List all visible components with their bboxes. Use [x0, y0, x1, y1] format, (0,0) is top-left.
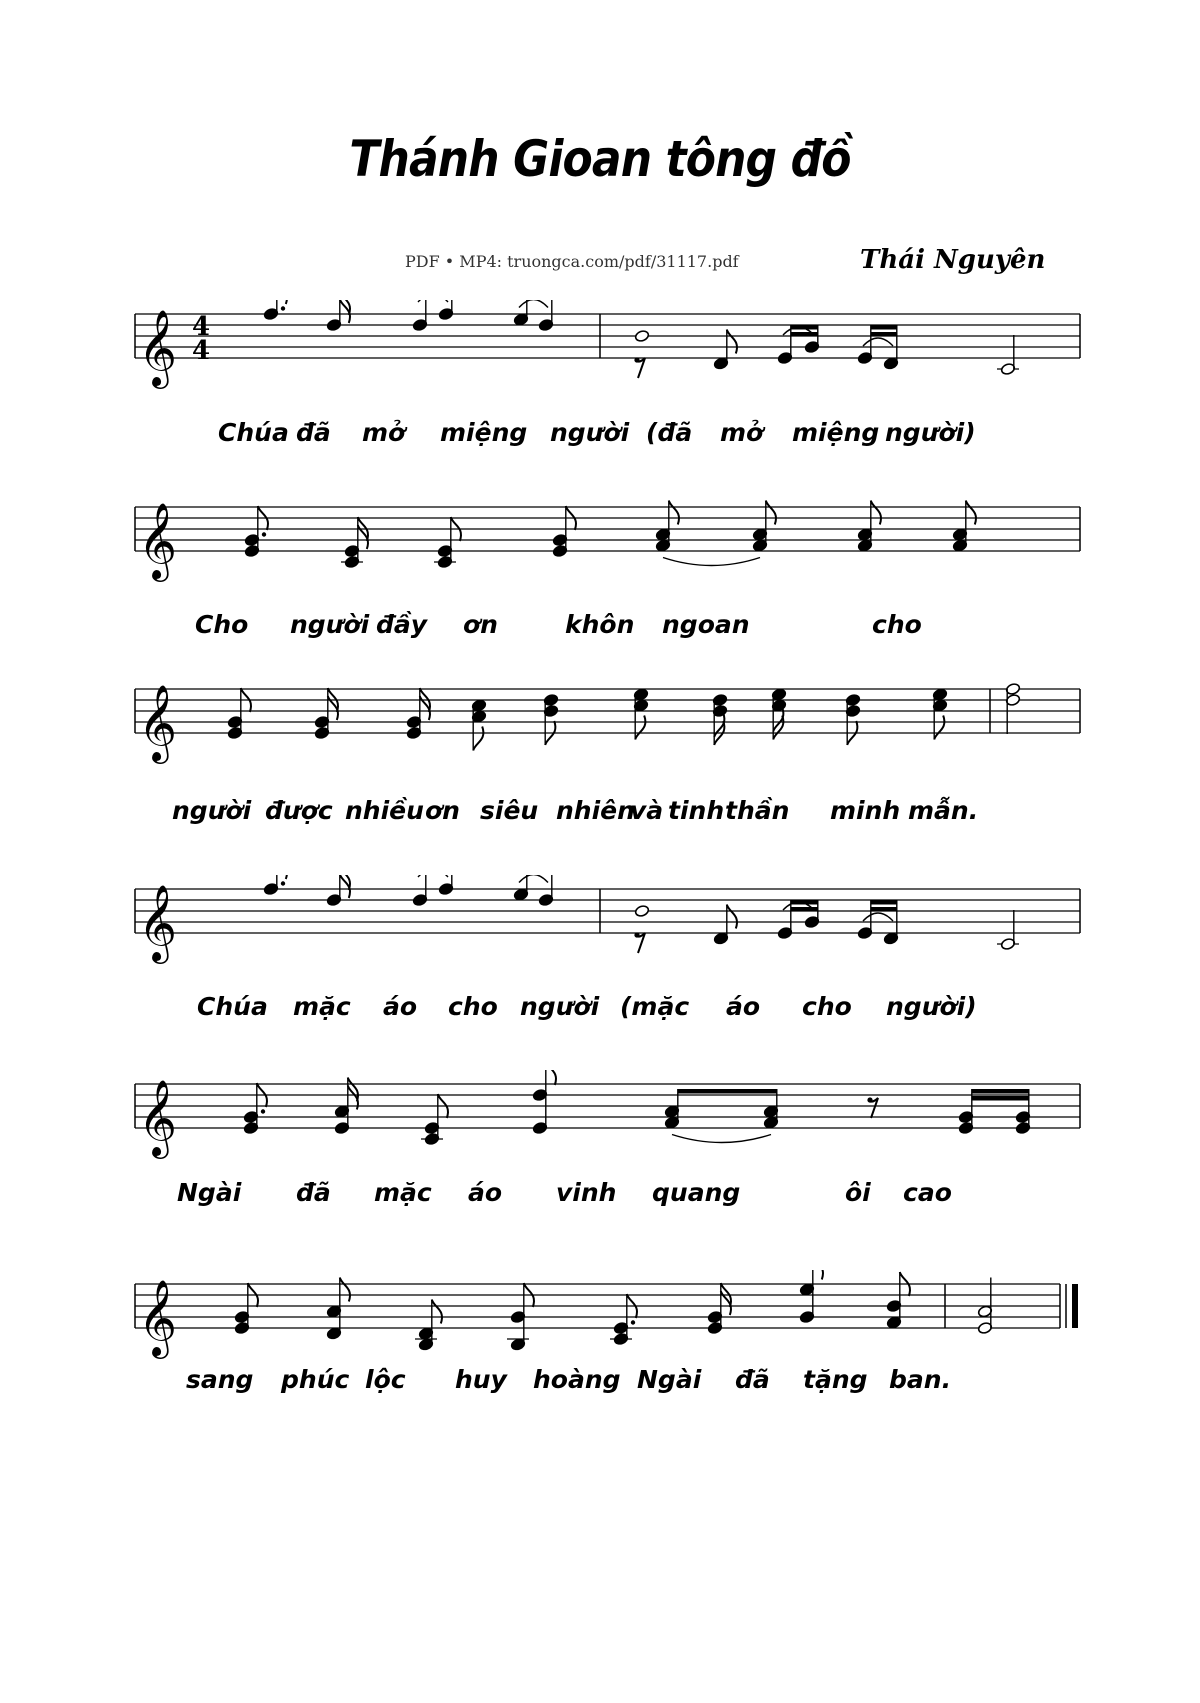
flag — [766, 501, 776, 525]
lyric-word: được — [265, 796, 333, 825]
flag — [432, 1300, 442, 1324]
lyric-word: người — [550, 418, 630, 447]
dot — [631, 1320, 635, 1324]
lyric-word: mẫn. — [908, 796, 979, 825]
lyric-word: hoàng — [533, 1365, 621, 1394]
lyric-word: đầy — [376, 610, 428, 639]
treble-clef-icon: 𝄞 — [138, 309, 178, 386]
slur — [418, 300, 448, 302]
beam — [972, 1096, 1029, 1101]
slur — [519, 875, 548, 883]
lyric-word: áo — [468, 1178, 503, 1207]
lyric-word: Ngài — [637, 1365, 702, 1394]
lyric-word: người — [290, 610, 370, 639]
lyric-word: huy — [455, 1365, 507, 1394]
lyric-word: (đã — [646, 418, 693, 447]
lyric-word: cho — [802, 992, 852, 1021]
time-signature-top: 4 — [192, 312, 211, 342]
treble-clef-icon: 𝄞 — [138, 502, 178, 579]
lyric-word: đã — [296, 1178, 331, 1207]
lyric-word: tinh — [668, 796, 725, 825]
slur — [519, 300, 548, 308]
eighth-rest-dot — [867, 1097, 872, 1102]
lyric-word: Cho — [195, 610, 249, 639]
lyric-word: mặc — [293, 992, 351, 1021]
lyric-word: cho — [872, 610, 922, 639]
lyric-word: cho — [448, 992, 498, 1021]
lyric-word: áo — [383, 992, 418, 1021]
flag — [473, 727, 483, 751]
composer-name: Thái Nguyên — [860, 245, 1046, 275]
flag — [813, 1270, 823, 1280]
beam — [871, 907, 897, 912]
flag — [277, 300, 287, 304]
flag — [635, 716, 645, 740]
lyric-word: thần — [725, 796, 790, 825]
slur — [418, 875, 448, 877]
lyric-word: ban. — [889, 1365, 952, 1394]
lyric-word: người) — [885, 418, 976, 447]
final-barline-thick — [1072, 1284, 1078, 1328]
flag — [669, 501, 679, 525]
lyric-word: ôi — [845, 1178, 871, 1207]
slur — [672, 1135, 771, 1143]
beam — [678, 1089, 777, 1094]
lyric-word: lộc — [365, 1365, 406, 1394]
lyric-word: (mặc — [620, 992, 690, 1021]
beam — [871, 332, 897, 337]
time-signature-bottom: 4 — [192, 336, 211, 366]
lyric-word: miệng — [440, 418, 528, 447]
lyric-word: phúc — [281, 1365, 350, 1394]
lyric-word: quang — [652, 1178, 741, 1207]
lyric-word: Chúa — [218, 418, 289, 447]
lyric-word: vinh — [556, 1178, 617, 1207]
lyric-word: đã — [735, 1365, 770, 1394]
slur — [663, 558, 760, 566]
lyric-word: Ngài — [177, 1178, 242, 1207]
song-title: Thánh Gioan tông đồ — [349, 130, 851, 188]
flag — [966, 501, 976, 525]
staff-system-4 — [0, 875, 1200, 1005]
dot — [261, 1109, 265, 1113]
beam — [871, 900, 897, 905]
lyric-word: khôn — [565, 610, 635, 639]
source-link[interactable]: PDF • MP4: truongca.com/pdf/31117.pdf — [405, 252, 739, 271]
treble-clef-icon: 𝄞 — [138, 884, 178, 961]
lyric-word: nhiên — [556, 796, 635, 825]
lyric-word: Chúa — [197, 992, 268, 1021]
lyric-word: mở — [362, 418, 406, 447]
staff-system-3 — [0, 675, 1200, 805]
flag — [727, 905, 737, 929]
dot — [281, 306, 285, 310]
flag — [340, 1278, 350, 1302]
flag — [546, 1070, 556, 1085]
dot — [281, 881, 285, 885]
lyric-word: và — [630, 796, 664, 825]
lyric-word: người) — [886, 992, 977, 1021]
slur — [863, 338, 893, 346]
flag — [277, 875, 287, 879]
lyric-word: người — [172, 796, 252, 825]
treble-clef-icon: 𝄞 — [138, 1079, 178, 1156]
eighth-rest-dot — [634, 932, 639, 937]
lyric-word: tặng — [803, 1365, 868, 1394]
treble-clef-icon: 𝄞 — [138, 1279, 178, 1356]
lyric-word: sang — [186, 1365, 254, 1394]
lyric-word: ngoan — [662, 610, 750, 639]
lyric-word: ơn — [425, 796, 460, 825]
dot — [262, 532, 266, 536]
notehead — [634, 904, 649, 917]
beam — [871, 325, 897, 330]
beam — [972, 1089, 1029, 1094]
eighth-rest-dot — [634, 357, 639, 362]
lyric-word: mở — [720, 418, 764, 447]
lyric-word: cao — [903, 1178, 952, 1207]
lyric-word: minh — [830, 796, 901, 825]
flag — [871, 501, 881, 525]
lyric-word: siêu — [480, 796, 539, 825]
lyric-word: ơn — [463, 610, 498, 639]
flag — [727, 330, 737, 354]
lyric-word: nhiều — [345, 796, 424, 825]
staff-system-1 — [0, 300, 1200, 430]
lyric-word: áo — [726, 992, 761, 1021]
flag — [934, 716, 944, 740]
slur — [863, 913, 893, 921]
lyric-word: người — [520, 992, 600, 1021]
staff-system-2 — [0, 493, 1200, 623]
treble-clef-icon: 𝄞 — [138, 684, 178, 761]
lyric-word: miệng — [792, 418, 880, 447]
lyric-word: đã — [296, 418, 331, 447]
notehead — [634, 329, 649, 342]
lyric-word: mặc — [374, 1178, 432, 1207]
